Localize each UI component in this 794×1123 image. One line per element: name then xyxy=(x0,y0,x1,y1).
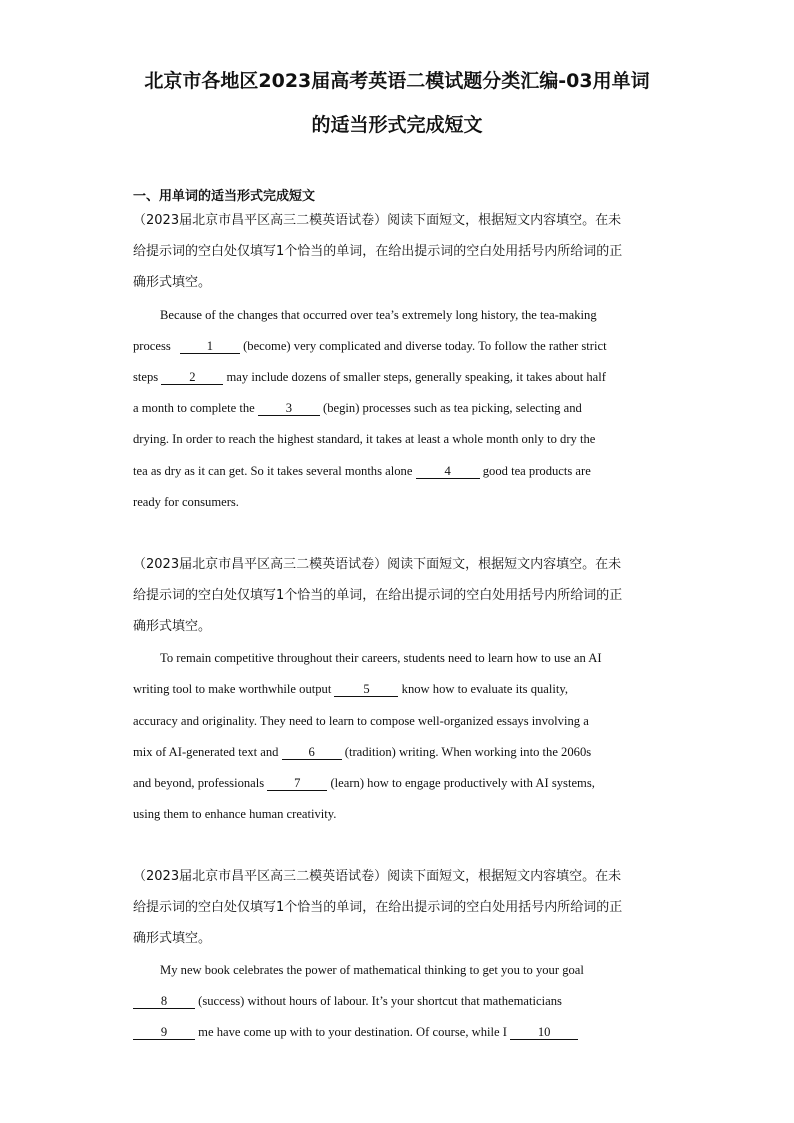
passage1-line-6 xyxy=(133,462,591,480)
answer-blank-10[interactable]: 10 xyxy=(510,1025,578,1040)
passage1-line-6-text-b: good tea products are xyxy=(482,464,591,478)
passage1-line-4-text-b: (begin) processes such as tea picking, selecting and xyxy=(323,401,582,415)
passage3-line-2 xyxy=(133,992,562,1010)
answer-blank-3[interactable]: 3 xyxy=(258,401,320,416)
answer-blank-9[interactable]: 9 xyxy=(133,1025,195,1040)
instruction-line-3: 确形式填空。 xyxy=(133,275,212,290)
passage1-line-4-text-a: a month to complete the xyxy=(133,401,258,415)
answer-blank-7[interactable]: 7 xyxy=(267,776,327,791)
passage2-line-2 xyxy=(133,680,568,698)
instruction-2-line-3: 确形式填空。 xyxy=(133,619,212,634)
passage1-line-1: Because of the changes that occurred over tea’s extremely long history, the tea-making xyxy=(160,308,597,322)
passage1-line-2-text-b: (become) very complicated and diverse today. To follow the rather strict xyxy=(243,339,607,353)
answer-blank-4[interactable]: 4 xyxy=(416,464,480,479)
passage1-line-2-text-a: process xyxy=(133,339,174,353)
passage1-line-5: drying. In order to reach the highest standard, it takes at least a whole month only to dry the xyxy=(133,432,596,446)
document-title-line-2: 的适当形式完成短文 xyxy=(311,114,483,136)
section-heading: 一、用单词的适当形式完成短文 xyxy=(133,189,316,204)
instruction-line-2: 给提示词的空白处仅填写1个恰当的单词，在给出提示词的空白处用括号内所给词的正 xyxy=(133,244,623,259)
passage3-line-2-text-b: (success) without hours of labour. It’s your shortcut that mathematicians xyxy=(198,994,562,1008)
answer-blank-5[interactable]: 5 xyxy=(334,682,398,697)
instruction-2-line-1: （2023届北京市昌平区高三二模英语试卷）阅读下面短文，根据短文内容填空。在未 xyxy=(133,557,622,572)
document-title-line-1: 北京市各地区2023届高考英语二模试题分类汇编-03用单词 xyxy=(144,70,650,92)
passage1-line-3 xyxy=(133,368,606,386)
passage2-line-4-text-a: mix of AI-generated text and xyxy=(133,745,282,759)
instruction-3-line-1: （2023届北京市昌平区高三二模英语试卷）阅读下面短文，根据短文内容填空。在未 xyxy=(133,869,622,884)
passage1-line-7: ready for consumers. xyxy=(133,495,239,509)
passage1-line-3-text-a: steps xyxy=(133,370,162,384)
passage2-line-2-text-b: know how to evaluate its quality, xyxy=(401,682,569,696)
instruction-line-1: （2023届北京市昌平区高三二模英语试卷）阅读下面短文，根据短文内容填空。在未 xyxy=(133,213,622,228)
passage3-line-3 xyxy=(133,1023,578,1041)
instruction-2-line-2: 给提示词的空白处仅填写1个恰当的单词，在给出提示词的空白处用括号内所给词的正 xyxy=(133,588,623,603)
passage2-line-2-text-a: writing tool to make worthwhile output xyxy=(133,682,335,696)
passage1-line-2 xyxy=(133,337,607,355)
passage2-line-5-text-a: and beyond, professionals xyxy=(133,776,268,790)
passage2-line-3: accuracy and originality. They need to learn to compose well-organized essays involving a xyxy=(133,714,589,728)
passage1-line-4 xyxy=(133,399,582,417)
answer-blank-6[interactable]: 6 xyxy=(282,745,342,760)
passage2-line-1: To remain competitive throughout their careers, students need to learn how to use an AI xyxy=(160,651,602,665)
passage2-line-4 xyxy=(133,743,591,761)
passage1-line-6-text-a: tea as dry as it can get. So it takes several months alone xyxy=(133,464,416,478)
passage2-line-6: using them to enhance human creativity. xyxy=(133,807,337,821)
answer-blank-1[interactable]: 1 xyxy=(180,339,240,354)
answer-blank-8[interactable]: 8 xyxy=(133,994,195,1009)
instruction-3-line-3: 确形式填空。 xyxy=(133,931,212,946)
passage3-line-1: My new book celebrates the power of mathematical thinking to get you to your goal xyxy=(160,963,584,977)
passage3-line-3-text-b: me have come up with to your destination. Of course, while I xyxy=(198,1025,511,1039)
passage1-line-3-text-b: may include dozens of smaller steps, generally speaking, it takes about half xyxy=(226,370,606,384)
passage2-line-4-text-b: (tradition) writing. When working into the 2060s xyxy=(344,745,592,759)
answer-blank-2[interactable]: 2 xyxy=(161,370,223,385)
instruction-3-line-2: 给提示词的空白处仅填写1个恰当的单词，在给出提示词的空白处用括号内所给词的正 xyxy=(133,900,623,915)
passage2-line-5 xyxy=(133,774,595,792)
passage2-line-5-text-b: (learn) how to engage productively with AI systems, xyxy=(330,776,595,790)
